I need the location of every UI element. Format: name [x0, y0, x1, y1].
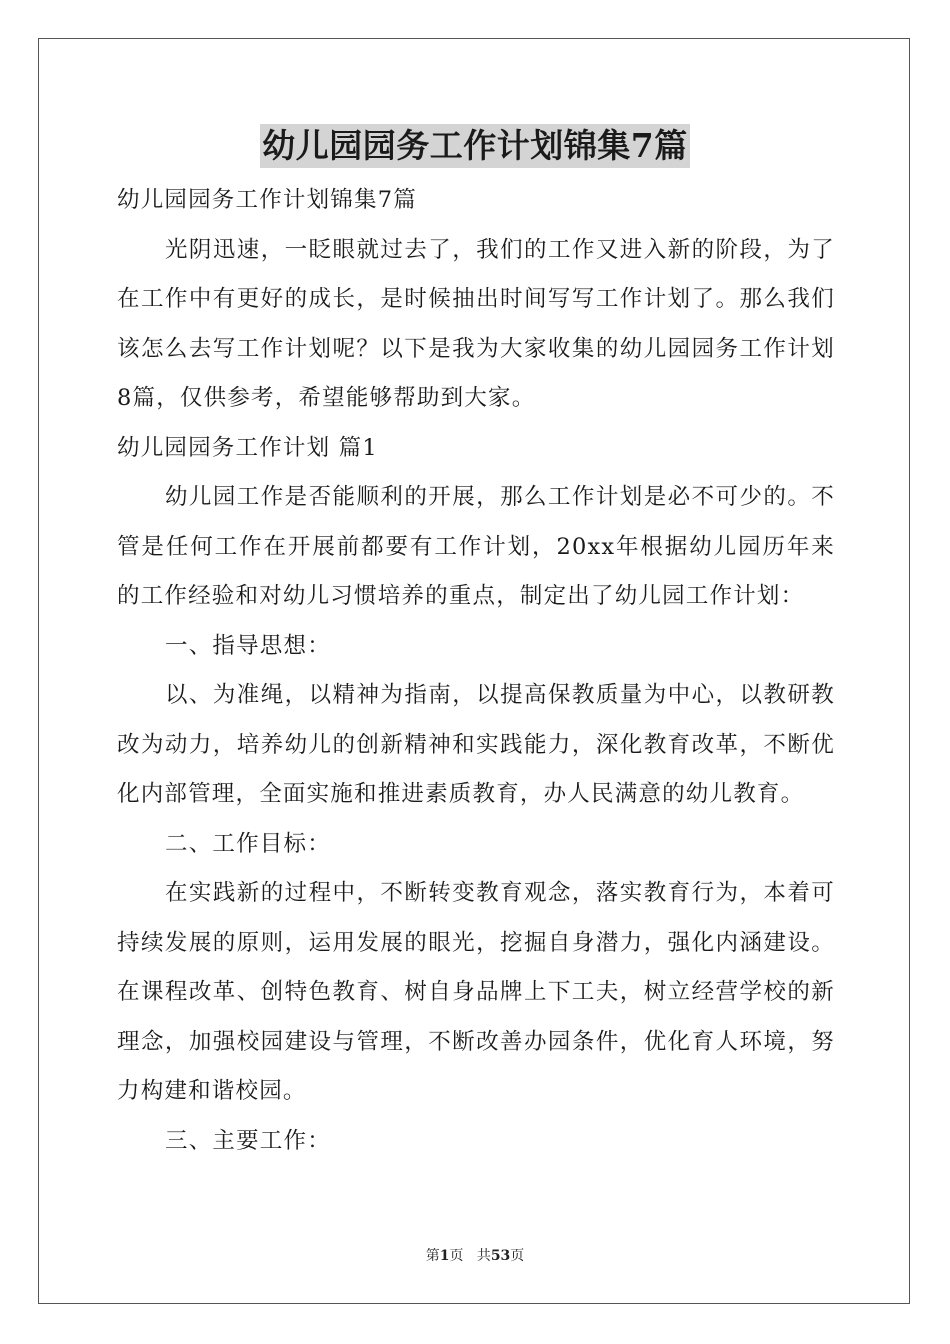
document-title-text: 幼儿园园务工作计划锦集7篇: [260, 124, 689, 168]
paragraph: 幼儿园工作是否能顺利的开展，那么工作计划是必不可少的。不管是任何工作在开展前都要有工作计划，20xx年根据幼儿园历年来的工作经验和对幼儿习惯培养的重点，制定出了幼儿园工作计划：: [117, 484, 835, 609]
document-body: [117, 176, 835, 1166]
page-number: 1: [439, 1248, 450, 1264]
paragraph: 在实践新的过程中，不断转变教育观念，落实教育行为，本着可持续发展的原则，运用发展的眼光，挖掘自身潜力，强化内涵建设。在课程改革、创特色教育、树自身品牌上下工夫，树立经营学校的新理念，加强校园建设与管理，不断改善办园条件，优化育人环境，努力构建和谐校园。: [117, 880, 835, 1104]
paragraph-intro: 光阴迅速，一眨眼就过去了，我们的工作又进入新的阶段，为了在工作中有更好的成长，是时候抽出时间写写工作计划了。那么我们该怎么去写工作计划呢？以下是我为大家收集的幼儿园园务工作计划8篇，仅供参考，希望能够帮助到大家。: [117, 236, 835, 411]
subsection-heading: 三、主要工作：: [165, 1127, 331, 1154]
subsection-heading: 二、工作目标：: [165, 830, 331, 857]
page-suffix: 页: [449, 1248, 464, 1264]
page-total: 53: [490, 1248, 511, 1264]
total-prefix: 共: [476, 1248, 491, 1264]
total-suffix: 页: [510, 1248, 525, 1264]
subsection-heading: 一、指导思想：: [165, 632, 331, 659]
page-prefix: 第: [425, 1248, 440, 1264]
page-footer: [0, 1246, 950, 1266]
paragraph-subtitle: 幼儿园园务工作计划锦集7篇: [117, 187, 417, 213]
document-title: [0, 124, 950, 168]
paragraph: 以、为准绳，以精神为指南，以提高保教质量为中心，以教研教改为动力，培养幼儿的创新精神和实践能力，深化教育改革，不断优化内部管理，全面实施和推进素质教育，办人民满意的幼儿教育。: [117, 682, 835, 807]
section-heading: 幼儿园园务工作计划 篇1: [117, 434, 378, 461]
